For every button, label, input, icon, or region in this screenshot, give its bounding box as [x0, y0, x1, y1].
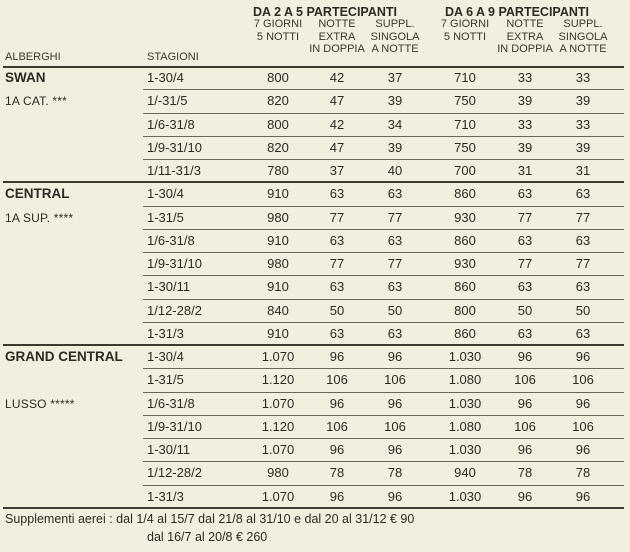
group-header-2-5: DA 2 A 5 PARTECIPANTI [253, 5, 397, 19]
cell-notte-extra-b: 106 [514, 418, 536, 434]
table-row [0, 369, 630, 392]
cell-suppl-singola-a: 96 [387, 349, 403, 364]
cell-price-7giorni-b: 700 [454, 163, 476, 178]
cell-season: 1-31/5 [147, 209, 184, 225]
cell-notte-extra-b: 96 [517, 349, 533, 364]
table-row [0, 439, 630, 462]
hotel-category: 1A SUP. **** [5, 210, 74, 225]
table-row [0, 416, 630, 439]
cell-notte-extra-a: 47 [329, 93, 345, 109]
cell-notte-extra-a: 47 [329, 139, 345, 155]
cell-suppl-singola-a: 37 [387, 70, 403, 85]
cell-suppl-singola-a: 63 [387, 325, 403, 341]
table-row [0, 346, 630, 369]
cell-notte-extra-b: 39 [517, 139, 533, 155]
cell-price-7giorni-b: 1.080 [448, 372, 482, 388]
cell-season: 1-31/5 [147, 372, 184, 388]
col-header-7giorni-a: 7 GIORNI 5 NOTTI [253, 18, 303, 43]
cell-suppl-singola-b: 77 [575, 256, 591, 271]
cell-price-7giorni-b: 860 [454, 279, 476, 295]
cell-notte-extra-b: 31 [517, 163, 533, 178]
cell-notte-extra-a: 63 [329, 325, 345, 341]
cell-season: 1/9-31/10 [147, 418, 202, 434]
cell-suppl-singola-a: 77 [387, 209, 403, 225]
cell-suppl-singola-a: 39 [387, 139, 403, 155]
cell-price-7giorni-a: 1.070 [261, 488, 295, 504]
table-row [0, 160, 630, 183]
cell-price-7giorni-a: 980 [267, 209, 289, 225]
cell-price-7giorni-a: 1.120 [261, 418, 295, 434]
supplements-line-2: dal 16/7 al 20/8 € 260 [147, 530, 268, 544]
cell-suppl-singola-a: 96 [387, 442, 403, 457]
cell-notte-extra-b: 33 [517, 70, 533, 85]
table-row [0, 253, 630, 276]
cell-suppl-singola-a: 96 [387, 488, 403, 504]
cell-season: 1-30/11 [147, 442, 191, 457]
cell-notte-extra-a: 63 [329, 279, 345, 295]
cell-suppl-singola-b: 77 [575, 209, 591, 225]
cell-notte-extra-b: 77 [517, 256, 533, 271]
cell-price-7giorni-b: 930 [454, 209, 476, 225]
cell-season: 1/11-31/3 [147, 163, 201, 178]
cell-suppl-singola-b: 39 [575, 93, 591, 109]
cell-suppl-singola-a: 63 [387, 232, 403, 248]
cell-season: 1-31/3 [147, 488, 184, 504]
cell-notte-extra-a: 63 [329, 232, 345, 248]
cell-notte-extra-a: 50 [329, 302, 345, 318]
cell-season: 1/12-28/2 [147, 465, 202, 481]
cell-price-7giorni-a: 980 [267, 256, 289, 271]
cell-notte-extra-a: 42 [329, 116, 345, 132]
cell-price-7giorni-b: 930 [454, 256, 476, 271]
table-row [0, 393, 630, 416]
col-header-stagioni: STAGIONI [147, 51, 199, 63]
cell-price-7giorni-a: 910 [267, 232, 289, 248]
table-row [0, 486, 630, 509]
col-header-alberghi: ALBERGHI [5, 51, 61, 63]
cell-suppl-singola-b: 63 [575, 232, 591, 248]
cell-notte-extra-a: 96 [329, 442, 345, 457]
cell-notte-extra-a: 106 [326, 372, 348, 388]
cell-price-7giorni-b: 1.030 [448, 488, 482, 504]
table-row [0, 183, 630, 206]
col-header-notte-a: NOTTE EXTRA IN DOPPIA [309, 18, 365, 55]
price-table-body [0, 67, 630, 509]
cell-suppl-singola-b: 39 [575, 139, 591, 155]
cell-suppl-singola-b: 78 [575, 465, 591, 481]
cell-price-7giorni-a: 800 [267, 116, 289, 132]
cell-notte-extra-b: 39 [517, 93, 533, 109]
cell-notte-extra-a: 96 [329, 349, 345, 364]
cell-suppl-singola-b: 96 [575, 442, 591, 457]
cell-suppl-singola-a: 77 [387, 256, 403, 271]
cell-suppl-singola-b: 96 [575, 395, 591, 411]
cell-notte-extra-a: 77 [329, 209, 345, 225]
cell-suppl-singola-a: 34 [387, 116, 403, 132]
cell-price-7giorni-b: 710 [454, 70, 476, 85]
cell-suppl-singola-a: 106 [384, 372, 406, 388]
col-header-suppl-b: SUPPL. SINGOLA A NOTTE [558, 18, 608, 55]
cell-suppl-singola-a: 78 [387, 465, 403, 481]
cell-notte-extra-a: 77 [329, 256, 345, 271]
cell-price-7giorni-b: 750 [454, 139, 476, 155]
cell-season: 1/9-31/10 [147, 139, 202, 155]
cell-price-7giorni-b: 1.030 [448, 442, 482, 457]
table-row [0, 207, 630, 230]
cell-price-7giorni-a: 800 [267, 70, 289, 85]
cell-notte-extra-b: 78 [517, 465, 533, 481]
supplements-line-1: Supplementi aerei : dal 1/4 al 15/7 dal 21/8 al 31/10 e dal 20 al 31/12 € 90 [5, 512, 415, 526]
cell-price-7giorni-a: 1.120 [261, 372, 295, 388]
table-row [0, 67, 630, 90]
cell-season: 1/6-31/8 [147, 116, 195, 132]
cell-price-7giorni-a: 1.070 [261, 395, 295, 411]
cell-notte-extra-a: 106 [326, 418, 348, 434]
cell-price-7giorni-b: 1.030 [448, 349, 482, 364]
cell-suppl-singola-b: 63 [575, 279, 591, 295]
cell-price-7giorni-b: 750 [454, 93, 476, 109]
cell-suppl-singola-b: 31 [575, 163, 591, 178]
cell-season: 1-30/4 [147, 186, 184, 202]
cell-price-7giorni-b: 1.030 [448, 395, 482, 411]
group-header-6-9: DA 6 A 9 PARTECIPANTI [445, 5, 589, 19]
cell-notte-extra-b: 50 [517, 302, 533, 318]
table-row [0, 230, 630, 253]
cell-season: 1/12-28/2 [147, 302, 202, 318]
cell-notte-extra-b: 33 [517, 116, 533, 132]
hotel-category: 1A CAT. *** [5, 94, 68, 109]
cell-notte-extra-a: 78 [329, 465, 345, 481]
cell-suppl-singola-b: 96 [575, 488, 591, 504]
cell-notte-extra-b: 63 [517, 232, 533, 248]
cell-season: 1/6-31/8 [147, 232, 195, 248]
cell-price-7giorni-a: 910 [267, 325, 289, 341]
cell-notte-extra-a: 37 [329, 163, 345, 178]
cell-suppl-singola-a: 63 [387, 186, 403, 202]
cell-suppl-singola-b: 33 [575, 116, 591, 132]
hotel-name: GRAND CENTRAL [5, 349, 123, 364]
cell-notte-extra-b: 63 [517, 279, 533, 295]
cell-price-7giorni-a: 780 [267, 163, 289, 178]
cell-notte-extra-a: 42 [329, 70, 345, 85]
hotel-name: SWAN [5, 70, 46, 85]
cell-notte-extra-b: 63 [517, 186, 533, 202]
table-row [0, 462, 630, 485]
cell-notte-extra-b: 106 [514, 372, 536, 388]
cell-suppl-singola-a: 63 [387, 279, 403, 295]
cell-season: 1-30/4 [147, 349, 184, 364]
cell-price-7giorni-a: 840 [267, 302, 289, 318]
cell-season: 1/-31/5 [147, 93, 188, 109]
cell-price-7giorni-b: 860 [454, 325, 476, 341]
hotel-category: LUSSO ***** [5, 396, 75, 411]
cell-price-7giorni-a: 910 [267, 279, 289, 295]
cell-price-7giorni-b: 1.080 [448, 418, 482, 434]
cell-season: 1-31/3 [147, 325, 184, 341]
cell-notte-extra-b: 77 [517, 209, 533, 225]
cell-suppl-singola-b: 50 [575, 302, 591, 318]
cell-price-7giorni-b: 710 [454, 116, 476, 132]
cell-notte-extra-a: 63 [329, 186, 345, 202]
table-row [0, 90, 630, 113]
cell-notte-extra-b: 63 [517, 325, 533, 341]
cell-season: 1/6-31/8 [147, 395, 195, 411]
cell-suppl-singola-b: 63 [575, 325, 591, 341]
cell-suppl-singola-b: 33 [575, 70, 591, 85]
cell-season: 1-30/11 [147, 279, 191, 295]
cell-suppl-singola-b: 106 [572, 418, 594, 434]
cell-suppl-singola-b: 106 [572, 372, 594, 388]
table-row [0, 137, 630, 160]
cell-suppl-singola-a: 40 [387, 163, 403, 178]
cell-price-7giorni-a: 910 [267, 186, 289, 202]
cell-suppl-singola-a: 106 [384, 418, 406, 434]
cell-suppl-singola-a: 50 [387, 302, 403, 318]
cell-suppl-singola-b: 63 [575, 186, 591, 202]
cell-notte-extra-b: 96 [517, 395, 533, 411]
cell-price-7giorni-a: 1.070 [261, 442, 295, 457]
col-header-suppl-a: SUPPL. SINGOLA A NOTTE [370, 18, 420, 55]
cell-price-7giorni-a: 820 [267, 139, 289, 155]
cell-suppl-singola-a: 39 [387, 93, 403, 109]
cell-notte-extra-b: 96 [517, 442, 533, 457]
cell-price-7giorni-b: 800 [454, 302, 476, 318]
cell-price-7giorni-b: 940 [454, 465, 476, 481]
cell-price-7giorni-b: 860 [454, 232, 476, 248]
cell-notte-extra-a: 96 [329, 488, 345, 504]
cell-suppl-singola-a: 96 [387, 395, 403, 411]
cell-suppl-singola-b: 96 [575, 349, 591, 364]
cell-notte-extra-b: 96 [517, 488, 533, 504]
cell-season: 1/9-31/10 [147, 256, 202, 271]
table-row [0, 276, 630, 299]
cell-season: 1-30/4 [147, 70, 184, 85]
table-row [0, 323, 630, 346]
table-row [0, 114, 630, 137]
hotel-name: CENTRAL [5, 186, 70, 202]
cell-price-7giorni-a: 820 [267, 93, 289, 109]
table-row [0, 300, 630, 323]
hotel-divider [3, 507, 624, 509]
cell-price-7giorni-a: 980 [267, 465, 289, 481]
col-header-notte-b: NOTTE EXTRA IN DOPPIA [497, 18, 553, 55]
col-header-7giorni-b: 7 GIORNI 5 NOTTI [440, 18, 490, 43]
cell-price-7giorni-a: 1.070 [261, 349, 295, 364]
cell-price-7giorni-b: 860 [454, 186, 476, 202]
cell-notte-extra-a: 96 [329, 395, 345, 411]
